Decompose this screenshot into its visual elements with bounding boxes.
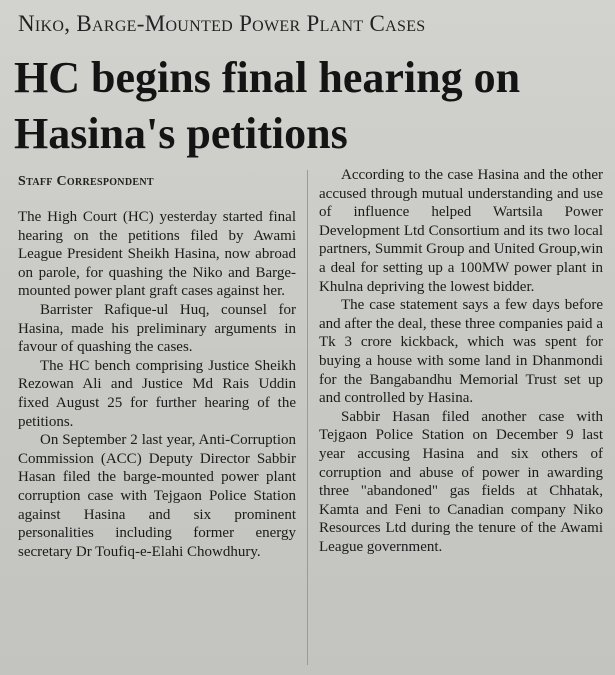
- paragraph: The High Court (HC) yesterday started final hearing on the petitions filed by Awami League President Sheikh Hasina, now abroad on parole, for quashing the Niko and Barge-mounted power plant graft cases against her.: [18, 209, 296, 300]
- paragraph: On September 2 last year, Anti-Corruption Commission (ACC) Deputy Director Sabbir Hasan filed the barge-mounted power plant corruption case with Tejgaon Police Station against Hasina and six prominent personalities including former energy secretary Dr Toufiq-e-Elahi Chowdhury.: [18, 432, 296, 560]
- paragraph: The case statement says a few days before and after the deal, these three companies paid a Tk 3 crore kickback, which was spent for buying a house with some land in Dhanmondi for the Bangabandhu Memorial Trust set up and controlled by Hasina.: [319, 297, 603, 407]
- paragraph: The HC bench comprising Justice Sheikh Rezowan Ali and Justice Md Rais Uddin fixed August 25 for further hearing of the petitions.: [18, 357, 296, 430]
- kicker: Niko, Barge-Mounted Power Plant Cases: [18, 11, 426, 36]
- paragraph: Sabbir Hasan filed another case with Tejgaon Police Station on December 9 last year accusing Hasina and six others of corruption and abuse of power in awarding three "abandoned" gas fields at Chhatak, Kamta and Feni to Canadian company Niko Resources Ltd during the tenure of the Awami League government.: [319, 408, 603, 555]
- headline: [14, 50, 609, 162]
- left-column: [18, 208, 296, 561]
- headline-line-1: HC begins final hearing on: [14, 53, 521, 102]
- right-column: [319, 166, 603, 556]
- byline: Staff Correspondent: [18, 174, 154, 189]
- paragraph: Barrister Rafique-ul Huq, counsel for Hasina, made his preliminary arguments in favour of quashing the cases.: [18, 301, 296, 356]
- paragraph: According to the case Hasina and the other accused through mutual understanding and use of influence helped Wartsila Power Development Ltd Consortium and its two local partners, Summit Group and United Group,win a deal for setting up a 100MW power plant in Khulna depriving the lowest bidder.: [319, 167, 603, 295]
- headline-line-2: Hasina's petitions: [14, 109, 348, 158]
- column-divider: [307, 170, 308, 665]
